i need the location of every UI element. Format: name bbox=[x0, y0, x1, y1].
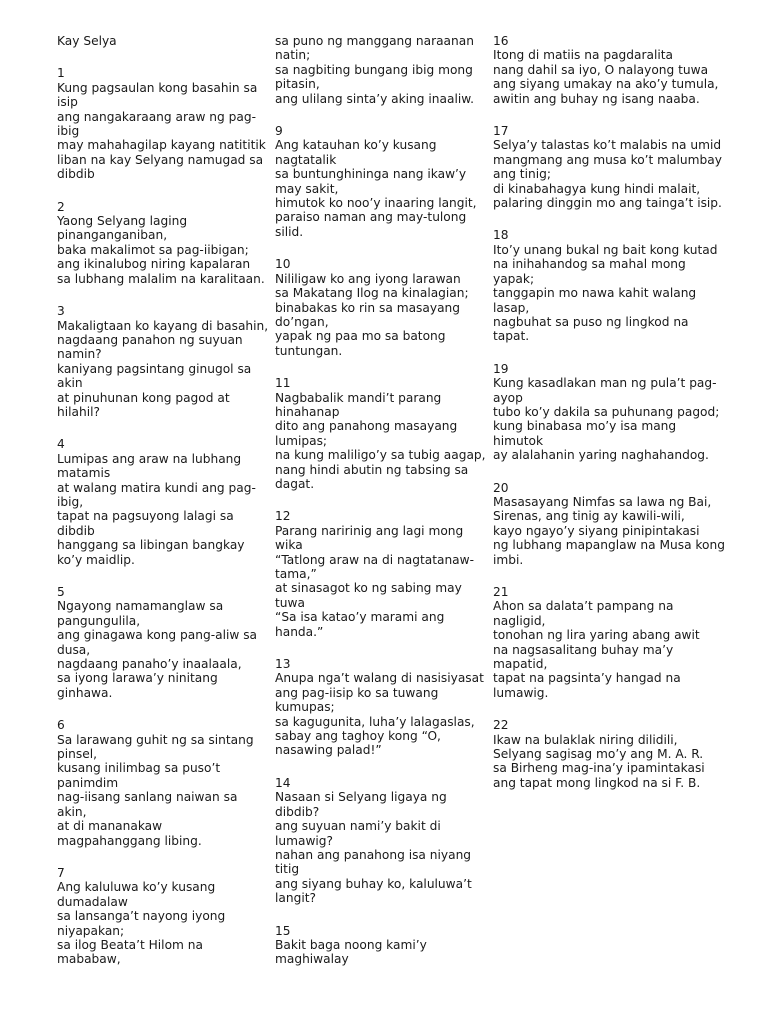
stanza bbox=[493, 34, 725, 106]
verse-line: Nililigaw ko ang iyong larawan bbox=[275, 271, 461, 286]
verse-line: nahan ang panahong isa niyang titig bbox=[275, 847, 472, 877]
verse-line: yapak ng paa mo sa batong tuntungan. bbox=[275, 329, 446, 358]
stanza-number: 19 bbox=[493, 361, 509, 376]
stanza bbox=[493, 124, 725, 210]
verse-line: tanggapin mo nawa kahit walang lasap, bbox=[493, 286, 697, 315]
stanza bbox=[275, 509, 487, 639]
verse-line: sabay ang taghoy kong “O, nasawing palad!” bbox=[275, 729, 441, 758]
verse-line: Bakit baga noong kami’y maghiwalay bbox=[275, 937, 427, 967]
verse-line: Anupa nga’t walang di nasisiyasat bbox=[275, 671, 484, 686]
poem-title: Kay Selya bbox=[57, 34, 117, 48]
stanza bbox=[57, 718, 269, 848]
verse-line: at pinuhunan kong pagod at hilahil? bbox=[57, 390, 230, 419]
column-3 bbox=[493, 34, 725, 808]
stanza bbox=[57, 200, 269, 286]
stanza-number: 4 bbox=[57, 437, 65, 452]
stanza-number: 15 bbox=[275, 923, 291, 938]
verse-line: na nagsasalitang buhay ma’y mapatid, bbox=[493, 642, 674, 672]
verse-line: ang siyang buhay ko, kaluluwa’t langit? bbox=[275, 876, 472, 906]
verse-line: Kung pagsaulan kong basahin sa isip bbox=[57, 80, 258, 110]
stanza bbox=[493, 481, 725, 567]
verse-line: dito ang panahong masayang lumipas; bbox=[275, 419, 458, 448]
verse-line: Yaong Selyang laging pinanganganiban, bbox=[57, 214, 188, 243]
verse-line: na kung maliligo’y sa tubig aagap, bbox=[275, 448, 486, 463]
verse-line: nang hindi abutin ng tabsing sa dagat. bbox=[275, 462, 469, 491]
stanza bbox=[57, 304, 269, 419]
verse-line: sa kagugunita, luha’y lalagaslas, bbox=[275, 714, 475, 729]
stanza-number: 11 bbox=[275, 376, 291, 391]
verse-line: na inihahandog sa mahal mong yapak; bbox=[493, 257, 686, 286]
verse-line: Nasaan si Selyang ligaya ng dibdib? bbox=[275, 790, 447, 819]
stanza bbox=[275, 257, 487, 358]
stanza-number: 14 bbox=[275, 775, 291, 790]
stanza bbox=[493, 362, 725, 463]
stanza-number: 7 bbox=[57, 865, 65, 880]
stanza bbox=[57, 437, 269, 567]
verse-line: Selyang sagisag mo’y ang M. A. R. bbox=[493, 747, 704, 762]
verse-line: Masasayang Nimfas sa lawa ng Bai, bbox=[493, 494, 712, 509]
verse-line: sa lansanga’t nayong iyong niyapakan; bbox=[57, 909, 226, 938]
verse-line: Sa larawang guhit ng sa sintang pinsel, bbox=[57, 732, 254, 762]
verse-line: himutok ko noo’y inaaring langit, bbox=[275, 196, 477, 211]
verse-line: Nagbabalik mandi’t parang hinahanap bbox=[275, 390, 442, 419]
verse-line: ang suyuan nami’y bakit di lumawig? bbox=[275, 819, 441, 848]
verse-line: sa iyong larawa’y ninitang ginhawa. bbox=[57, 671, 218, 700]
verse-line: tonohan ng lira yaring abang awit bbox=[493, 628, 700, 643]
verse-line: Ang kaluluwa ko’y kusang dumadalaw bbox=[57, 880, 216, 909]
verse-line: sa nagbiting bungang ibig mong pitasin, bbox=[275, 62, 473, 92]
stanza-number: 6 bbox=[57, 718, 65, 733]
stanza-number: 5 bbox=[57, 585, 65, 599]
verse-line: Parang naririnig ang lagi mong wika bbox=[275, 523, 464, 553]
verse-line: sa buntunghininga nang ikaw’y may sakit, bbox=[275, 167, 467, 196]
verse-line: kayo ngayo’y siyang pinipintakasi bbox=[493, 523, 700, 538]
stanza-number: 1 bbox=[57, 66, 65, 81]
verse-line: ang ikinalubog niring kapalaran bbox=[57, 257, 251, 272]
stanza bbox=[275, 34, 487, 106]
verse-line: Kung kasadlakan man ng pula’t pag-ayop bbox=[493, 376, 717, 405]
column-2 bbox=[275, 34, 487, 985]
verse-line: palaring dinggin mo ang tainga’t isip. bbox=[493, 196, 722, 211]
stanza bbox=[275, 776, 487, 906]
verse-line: ang nangakaraang araw ng pag-ibig bbox=[57, 109, 256, 139]
verse-line: ang ulilang sinta’y aking inaaliw. bbox=[275, 91, 474, 106]
verse-line: nag-iisang sanlang naiwan sa akin, bbox=[57, 790, 238, 819]
verse-line: di kinabahagya kung hindi malait, bbox=[493, 181, 701, 196]
verse-line: nagbuhat sa puso ng lingkod na tapat. bbox=[493, 314, 689, 344]
verse-line: baka makalimot sa pag-iibigan; bbox=[57, 242, 249, 257]
verse-line: Lumipas ang araw na lubhang matamis bbox=[57, 451, 242, 481]
verse-line: Itong di matiis na pagdaralita bbox=[493, 48, 673, 63]
stanza-number: 2 bbox=[57, 199, 65, 214]
stanza bbox=[493, 585, 725, 700]
verse-line: hanggang sa libingan bangkay ko’y maidlip. bbox=[57, 538, 245, 567]
verse-line: paraiso naman ang may-tulong silid. bbox=[275, 210, 467, 239]
stanza bbox=[57, 866, 269, 967]
verse-line: Ito’y unang bukal ng bait kong kutad bbox=[493, 242, 718, 257]
verse-line: sa lubhang malalim na karalitaan. bbox=[57, 271, 265, 286]
verse-line: at walang matira kundi ang pag-ibig, bbox=[57, 480, 256, 509]
verse-line: tubo ko’y dakila sa puhunang pagod; bbox=[493, 404, 720, 419]
verse-line: Selya’y talastas ko’t malabis na umid bbox=[493, 138, 722, 153]
verse-line: may mahahagilap kayang natititik bbox=[57, 138, 266, 153]
verse-line: tapat na pagsuyong lalagi sa dibdib bbox=[57, 509, 234, 538]
stanza bbox=[57, 585, 269, 700]
verse-line: ay alalahanin yaring naghahandog. bbox=[493, 448, 709, 463]
verse-line: sa Birheng mag-ina’y ipamintakasi bbox=[493, 761, 705, 776]
stanza bbox=[275, 657, 487, 758]
stanza-number: 22 bbox=[493, 718, 509, 733]
verse-line: ang ginagawa kong pang-aliw sa dusa, bbox=[57, 628, 258, 657]
verse-line: sa puno ng manggang naraanan natin; bbox=[275, 34, 474, 63]
verse-line: nagdaang panaho’y inaalaala, bbox=[57, 657, 242, 672]
stanza-number: 12 bbox=[275, 509, 291, 524]
verse-line: sa Makatang Ilog na kinalagian; bbox=[275, 286, 469, 301]
stanza bbox=[275, 376, 487, 491]
verse-line: at sinasagot ko ng sabing may tuwa bbox=[275, 581, 462, 610]
verse-line: ang tapat mong lingkod na si F. B. bbox=[493, 775, 701, 790]
stanza-list bbox=[493, 34, 725, 790]
stanza-list bbox=[57, 66, 269, 966]
verse-line: Ngayong namamanglaw sa pangungulila, bbox=[57, 599, 224, 628]
stanza bbox=[493, 718, 725, 790]
stanza-number: 18 bbox=[493, 228, 509, 243]
stanza bbox=[493, 228, 725, 343]
verse-line: “Tatlong araw na di nagtatanaw-tama,” bbox=[275, 552, 474, 581]
verse-line: Ikaw na bulaklak niring dilidili, bbox=[493, 732, 678, 747]
stanza-number: 10 bbox=[275, 257, 291, 272]
stanza-number: 3 bbox=[57, 304, 65, 319]
verse-line: sa ilog Beata’t Hilom na mababaw, bbox=[57, 937, 203, 967]
verse-line: binabakas ko rin sa masayang do’ngan, bbox=[275, 300, 460, 329]
verse-line: ang siyang umakay na ako’y tumula, bbox=[493, 77, 719, 92]
verse-line: Ang katauhan ko’y kusang nagtatalik bbox=[275, 138, 437, 167]
verse-line: ng lubhang mapanglaw na Musa kong imbi. bbox=[493, 538, 725, 567]
stanza-list bbox=[275, 34, 487, 967]
stanza-number: 20 bbox=[493, 480, 509, 495]
verse-line: Ahon sa dalata’t pampang na nagligid, bbox=[493, 599, 674, 628]
verse-line: kusang inilimbag sa puso’t panimdim bbox=[57, 761, 221, 790]
verse-line: “Sa isa katao’y marami ang handa.” bbox=[275, 610, 445, 639]
stanza-number: 9 bbox=[275, 124, 283, 139]
stanza bbox=[275, 124, 487, 239]
stanza-number: 21 bbox=[493, 585, 509, 599]
verse-line: at di mananakaw magpahanggang libing. bbox=[57, 819, 202, 848]
verse-line: awitin ang buhay ng isang naaba. bbox=[493, 91, 700, 106]
stanza-number: 13 bbox=[275, 657, 291, 672]
stanza-number: 16 bbox=[493, 34, 509, 48]
stanza bbox=[275, 924, 487, 967]
verse-line: tapat na pagsinta’y hangad na lumawig. bbox=[493, 671, 681, 700]
verse-line: nang dahil sa iyo, O nalayong tuwa bbox=[493, 62, 709, 77]
verse-line: Sirenas, ang tinig ay kawili-wili, bbox=[493, 509, 685, 524]
verse-line: kaniyang pagsintang ginugol sa akin bbox=[57, 361, 252, 391]
stanza-number: 17 bbox=[493, 124, 509, 139]
verse-line: kung binabasa mo’y isa mang himutok bbox=[493, 419, 677, 448]
verse-line: Makaligtaan ko kayang di basahin, bbox=[57, 318, 269, 333]
verse-line: nagdaang panahon ng suyuan namin? bbox=[57, 332, 243, 362]
verse-line: ang pag-iisip ko sa tuwang kumupas; bbox=[275, 685, 439, 715]
verse-line: liban na kay Selyang namugad sa dibdib bbox=[57, 152, 264, 182]
verse-line: mangmang ang musa ko’t malumbay ang tinig; bbox=[493, 152, 722, 182]
stanza bbox=[57, 66, 269, 181]
column-1 bbox=[57, 34, 269, 985]
